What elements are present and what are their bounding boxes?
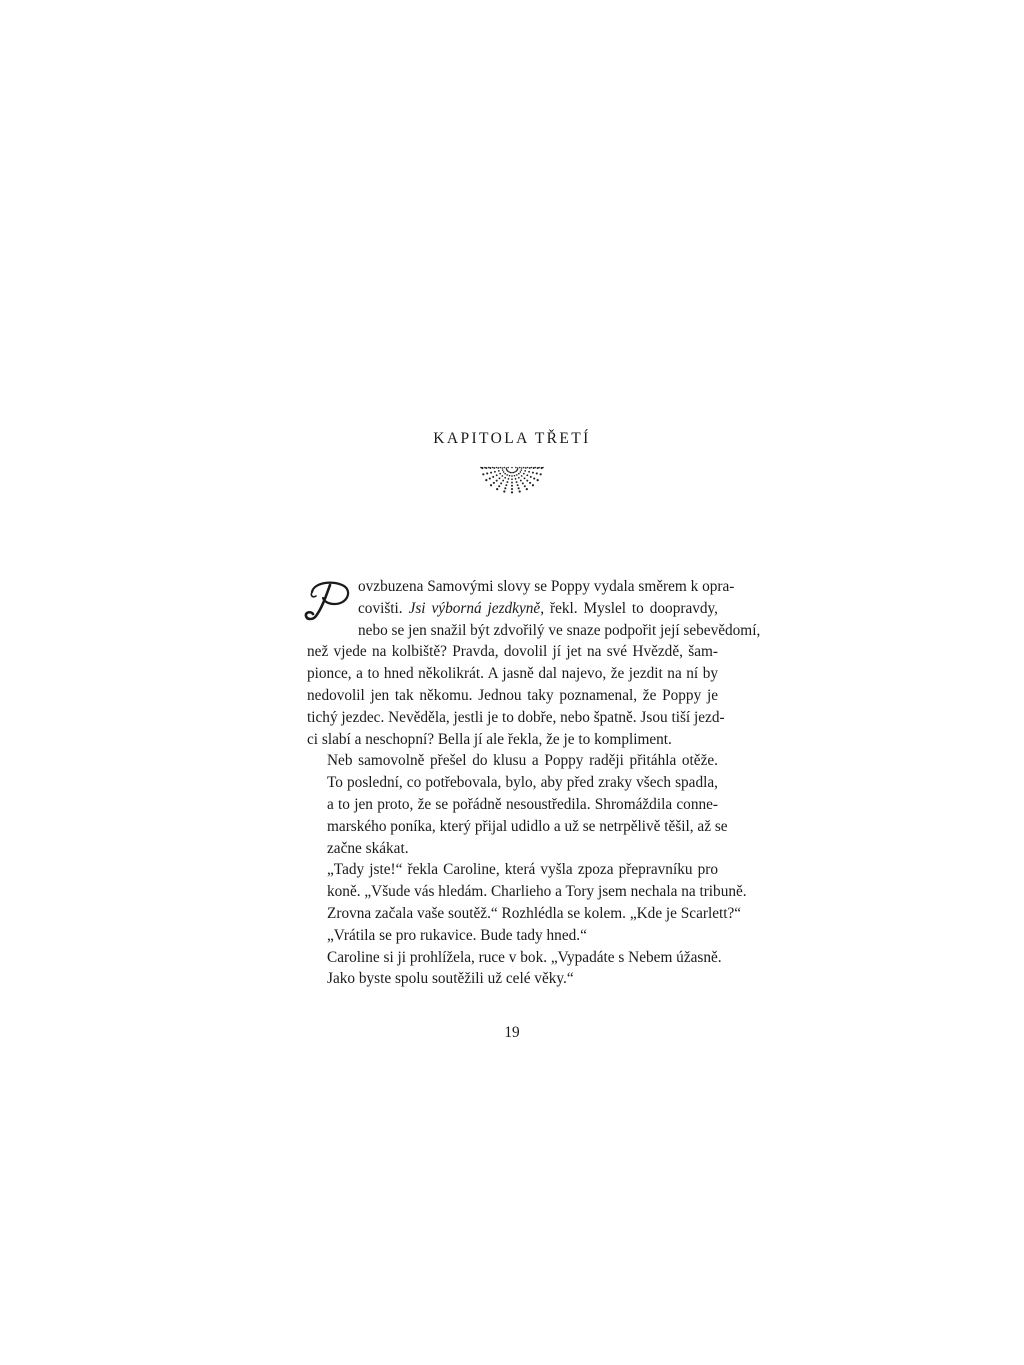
text-line: a to jen proto, že se pořádně nesoustředila. Shromáždila conne-: [327, 795, 718, 813]
text-line: To poslední, co potřebovala, bylo, aby před zraky všech spadla,: [327, 774, 718, 792]
paragraph-3: [307, 859, 747, 924]
paragraph-4: [307, 925, 718, 947]
text-line: nedovolil jen tak někomu. Jednou taky poznamenal, že Poppy je: [307, 686, 718, 704]
text-line: začne skákat.: [327, 839, 409, 857]
text-line: Caroline si ji prohlížela, ruce v bok. „Vypadáte s Nebem úžasně.: [327, 948, 722, 966]
text-line: „Vrátila se pro rukavice. Bude tady hned.“: [327, 926, 587, 944]
chapter-title: KAPITOLA TŘETÍ: [433, 430, 591, 447]
text-line: [307, 598, 718, 620]
text-line: Neb samovolně přešel do klusu a Poppy raději přitáhla otěže.: [327, 752, 718, 770]
text-line: než vjede na kolbiště? Pravda, dovolil jí jet na své Hvězdě, šam-: [307, 643, 718, 661]
text-line: tichý jezdec. Nevěděla, jestli je to dobře, nebo špatně. Jsou tiší jezd-: [307, 708, 725, 726]
paragraph-5: [307, 947, 722, 991]
text-line: koně. „Všude vás hledám. Charlieho a Tory jsem nechala na tribuně.: [327, 883, 747, 901]
text-line: marského poníka, který přijal udidlo a už se netrpělivě těšil, až se: [327, 817, 728, 835]
text-line: Jako byste spolu soutěžili už celé věky.“: [327, 970, 574, 988]
sunburst-ornament-icon: [480, 466, 544, 502]
text-line: „Tady jste!“ řekla Caroline, která vyšla zpoza přepravníku pro: [327, 861, 718, 879]
text-line: Zrovna začala vaše soutěž.“ Rozhlédla se kolem. „Kde je Scarlett?“: [327, 904, 742, 922]
page-number: 19: [504, 1024, 520, 1041]
text-line: ci slabí a neschopní? Bella jí ale řekla, že je to kompliment.: [307, 730, 672, 748]
paragraph-2: [307, 750, 728, 859]
text-line: ovzbuzena Samovými slovy se Poppy vydala směrem k opra-: [358, 578, 735, 595]
italic-phrase: Jsi výborná jezdkyně,: [408, 599, 545, 617]
paragraph-1: [307, 576, 761, 750]
body-text: [307, 576, 761, 990]
text-line: nebo se jen snažil být zdvořilý ve snaze podpořit její sebevědomí,: [358, 621, 761, 639]
text-span: řekl. Myslel to doopravdy,: [549, 599, 719, 617]
text-span: covišti.: [358, 599, 403, 617]
dropcap-p: [304, 578, 352, 622]
text-line: pionce, a to hned několikrát. A jasně dal najevo, že jezdit na ní by: [307, 665, 718, 683]
